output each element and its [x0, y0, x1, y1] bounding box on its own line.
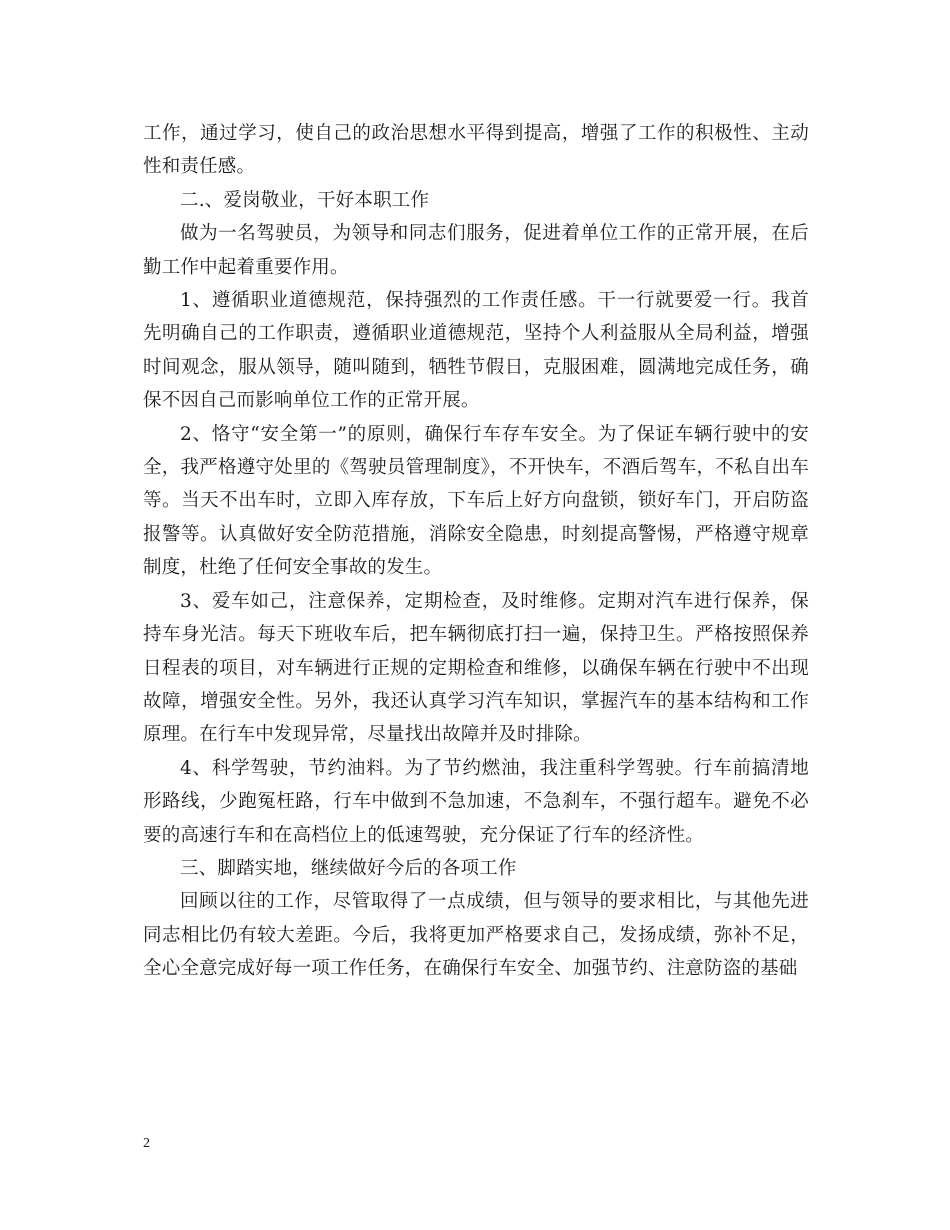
paragraph-review: 回顾以往的工作，尽管取得了一点成绩，但与领导的要求相比，与其他先进同志相比仍有较大差距。今后，我将更加严格要求自己，发扬成绩，弥补不足，全心全意完成好每一项工作任务，在确保行车安全、加强节约、注意防盗的基础 [143, 891, 809, 980]
page-number: 2 [143, 1136, 150, 1151]
paragraph-item-4: 4、科学驾驶，节约油料。为了节约燃油，我注重科学驾驶。行车前搞清地形路线，少跑冤枉路，行车中做到不急加速，不急刹车，不强行超车。避免不必要的高速行车和在高档位上的低速驾驶，充分保证了行车的经济性。 [143, 757, 809, 846]
paragraph-item-1: 1、遵循职业道德规范，保持强烈的工作责任感。干一行就要爱一行。我首先明确自己的工作职责，遵循职业道德规范，坚持个人利益服从全局利益，增强时间观念，服从领导，随叫随到，牺牲节假日，克服困难，圆满地完成任务，确保不因自己而影响单位工作的正常开展。 [143, 290, 809, 412]
section-heading-2: 二.、爱岗敬业，干好本职工作 [180, 189, 430, 211]
paragraph-item-2: 2、恪守“安全第一”的原则，确保行车存车安全。为了保证车辆行驶中的安全，我严格遵守处里的《驾驶员管理制度》，不开快车，不酒后驾车，不私自出车等。当天不出车时，立即入库存放，下车后上好方向盘锁，锁好车门，开启防盗报警等。认真做好安全防范措施，消除安全隐患，时刻提高警惕，严格遵守规章制度，杜绝了任何安全事故的发生。 [143, 423, 809, 579]
paragraph-item-3: 3、爱车如己，注意保养，定期检查，及时维修。定期对汽车进行保养，保持车身光洁。每天下班收车后，把车辆彻底打扫一遍，保持卫生。严格按照保养日程表的项目，对车辆进行正规的定期检查和维修，以确保车辆在行驶中不出现故障，增强安全性。另外，我还认真学习汽车知识，掌握汽车的基本结构和工作原理。在行车中发现异常，尽量找出故障并及时排除。 [143, 590, 809, 746]
paragraph-driver-role: 做为一名驾驶员，为领导和同志们服务，促进着单位工作的正常开展，在后勤工作中起着重要作用。 [143, 223, 809, 278]
document-body [143, 117, 809, 986]
paragraph-continuation: 工作，通过学习，使自己的政治思想水平得到提高，增强了工作的积极性、主动性和责任感。 [143, 123, 809, 178]
section-heading-3: 三、脚踏实地，继续做好今后的各项工作 [180, 857, 517, 879]
